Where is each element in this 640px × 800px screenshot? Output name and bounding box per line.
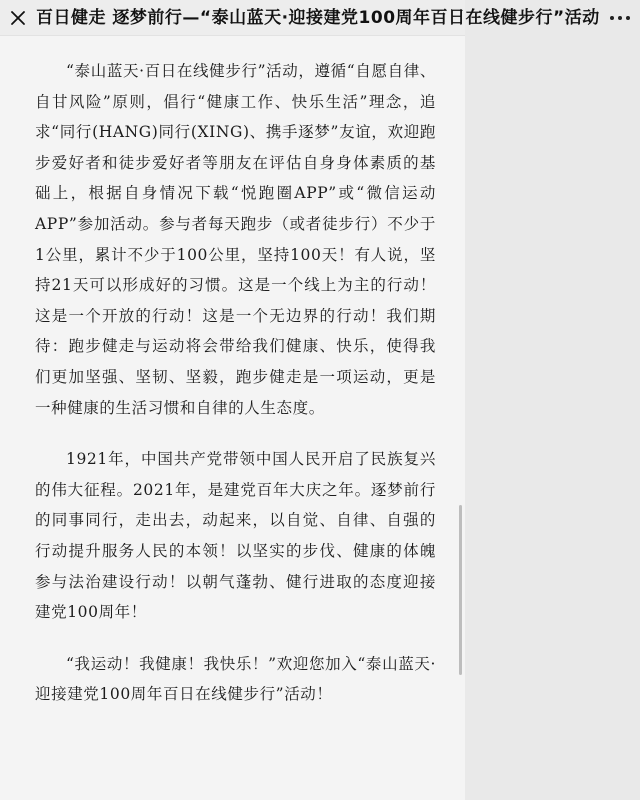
more-options-button[interactable] (600, 0, 640, 36)
article-paragraph: “泰山蓝天·百日在线健步行”活动，遵循“自愿自律、自甘风险”原则，倡行“健康工作、快乐生活”理念，追求“同行(HANG)同行(XING)、携手逐梦”友谊，欢迎跑步爱好者和徒步爱好者等朋友在评估自身身体素质的基础上，根据自身情况下载“悦跑圈APP”或“微信运动APP”参加活动。参与者每天跑步（或者徒步行）不少于1公里，累计不少于100公里，坚持100天！有人说，坚持21天可以形成好的习惯。这是一个线上为主的行动！这是一个开放的行动！这是一个无边界的行动！我们期待：跑步健走与运动将会带给我们健康、快乐，使得我们更加坚强、坚韧、坚毅，跑步健走是一项运动，更是一种健康的生活习惯和自律的人生态度。 (35, 62, 436, 417)
more-dot (626, 16, 630, 20)
top-bar (0, 0, 600, 36)
article-body[interactable] (0, 36, 465, 800)
page-title: 百日健走 逐梦前行—“泰山蓝天·迎接建党100周年百日在线健步行”活动 (36, 7, 600, 28)
more-dots-icon (610, 16, 614, 20)
article-paragraph: “我运动！我健康！我快乐！”欢迎您加入“泰山蓝天·迎接建党100周年百日在线健步行”活动！ (35, 654, 436, 704)
article-paragraph: 1921年，中国共产党带领中国人民开启了民族复兴的伟大征程。2021年，是建党百年大庆之年。逐梦前行的同事同行，走出去，动起来，以自觉、自律、自强的行动提升服务人民的本领！以坚实的步伐、健康的体魄参与法治建设行动！以朝气蓬勃、健行进取的态度迎接建党100周年！ (35, 450, 436, 622)
scrollbar-thumb[interactable] (459, 505, 462, 675)
more-dot (618, 16, 622, 20)
close-button[interactable] (0, 0, 36, 36)
close-icon (9, 9, 27, 27)
